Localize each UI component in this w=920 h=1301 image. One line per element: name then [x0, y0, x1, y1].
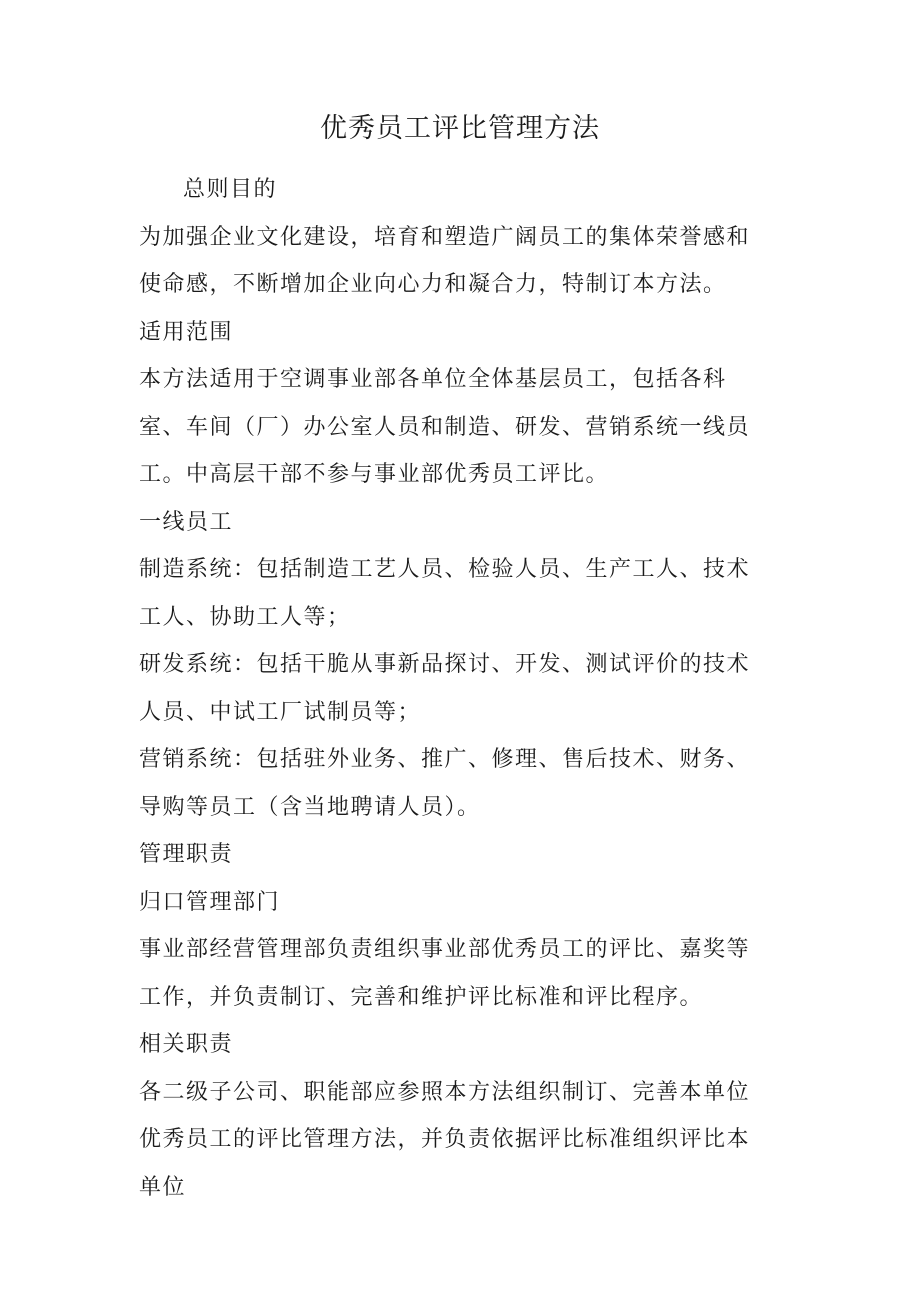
document-body — [139, 166, 771, 1211]
section-heading-purpose: 总则目的 — [183, 177, 278, 202]
paragraph-purpose: 为加强企业文化建设，培育和塑造广阔员工的集体荣誉感和使命感，不断增加企业向心力和凝合力，特制订本方法。 — [139, 224, 751, 297]
section-heading-related: 相关职责 — [139, 1032, 234, 1057]
section-heading-department: 归口管理部门 — [139, 889, 281, 915]
paragraph-manufacturing: 制造系统：包括制造工艺人员、检验人员、生产工人、技术工人、协助工人等； — [139, 557, 751, 630]
section-heading-responsibilities: 管理职责 — [139, 842, 234, 867]
section-heading-frontline: 一线员工 — [139, 509, 234, 535]
paragraph-rnd: 研发系统：包括干脆从事新品探讨、开发、测试评价的技术人员、中试工厂试制员等； — [139, 652, 751, 725]
paragraph-department: 事业部经营管理部负责组织事业部优秀员工的评比、嘉奖等工作，并负责制订、完善和维护评比标准和评比程序。 — [139, 937, 751, 1010]
paragraph-related: 各二级子公司、职能部应参照本方法组织制订、完善本单位优秀员工的评比管理方法，并负责依据评比标准组织评比本单位 — [139, 1079, 751, 1200]
paragraph-scope: 本方法适用于空调事业部各单位全体基层员工，包括各科室、车间（厂）办公室人员和制造、研发、营销系统一线员工。中高层干部不参与事业部优秀员工评比。 — [139, 367, 751, 487]
paragraph-marketing: 营销系统：包括驻外业务、推广、修理、售后技术、财务、导购等员工（含当地聘请人员）。 — [139, 747, 751, 820]
section-heading-scope: 适用范围 — [139, 319, 234, 345]
document-title: 优秀员工评比管理方法 — [320, 113, 600, 144]
